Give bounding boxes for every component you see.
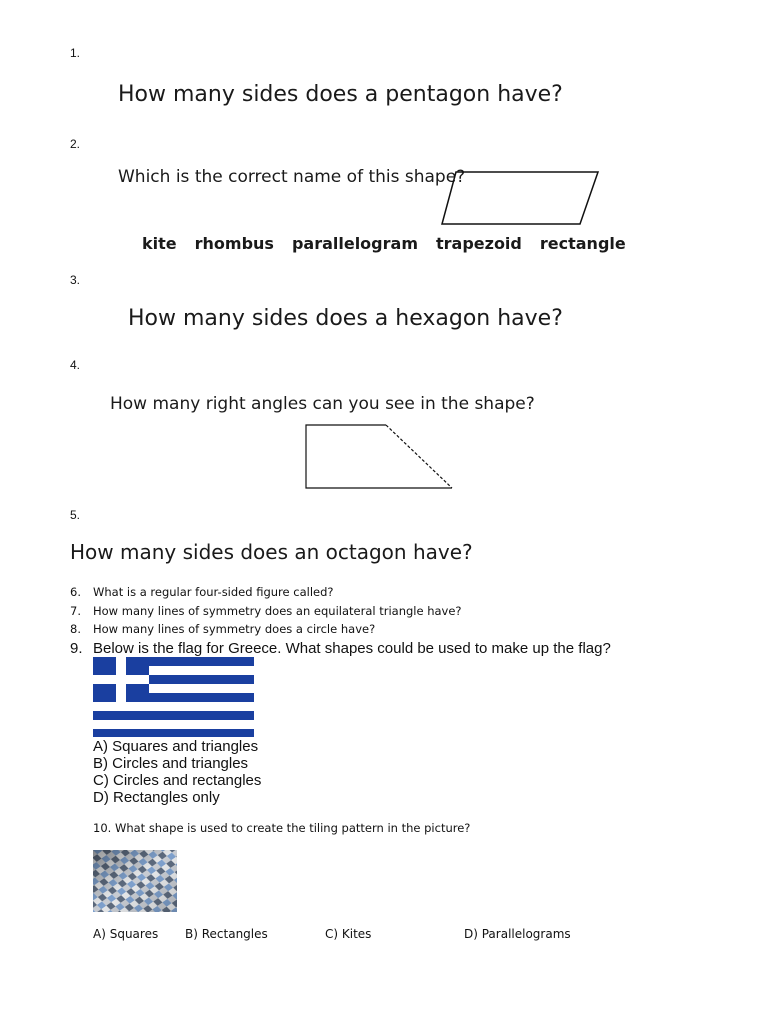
question-7-text: How many lines of symmetry does an equilateral triangle have? xyxy=(93,604,462,618)
question-3-text: How many sides does a hexagon have? xyxy=(128,306,563,331)
question-10-text: 10. What shape is used to create the tiling pattern in the picture? xyxy=(93,821,471,835)
question-5-number: 5. xyxy=(70,508,81,522)
question-1-text: How many sides does a pentagon have? xyxy=(118,82,563,107)
parallelogram-shape xyxy=(438,168,602,228)
question-6-text: What is a regular four-sided figure called? xyxy=(93,585,334,599)
question-8-number: 8. xyxy=(70,622,81,636)
question-4-number: 4. xyxy=(70,358,81,372)
q9-answer-b: B) Circles and triangles xyxy=(93,755,249,772)
question-2-number: 2. xyxy=(70,137,81,151)
q9-answer-a: A) Squares and triangles xyxy=(93,738,259,755)
question-9-text: Below is the flag for Greece. What shapes could be used to make up the flag? xyxy=(93,640,611,657)
q9-answers xyxy=(93,738,261,806)
q9-answer-c: C) Circles and rectangles xyxy=(93,772,262,789)
right-trapezoid-shape xyxy=(304,423,456,491)
greek-flag-image xyxy=(93,657,254,737)
question-6-number: 6. xyxy=(70,585,81,599)
option-rhombus: rhombus xyxy=(194,234,274,253)
question-4-text: How many right angles can you see in the shape? xyxy=(110,394,535,414)
q10-answer-d: D) Parallelograms xyxy=(464,927,571,941)
question-9-number: 9. xyxy=(70,640,83,657)
question-8-text: How many lines of symmetry does a circle have? xyxy=(93,622,376,636)
tiling-pattern-image xyxy=(93,850,177,912)
question-3-number: 3. xyxy=(70,273,81,287)
question-2-options xyxy=(142,234,644,253)
option-rectangle: rectangle xyxy=(539,234,626,253)
option-kite: kite xyxy=(142,234,177,253)
question-1-number: 1. xyxy=(70,46,81,60)
q10-answer-c: C) Kites xyxy=(325,927,372,941)
q9-answer-d: D) Rectangles only xyxy=(93,789,220,806)
q10-answer-b: B) Rectangles xyxy=(185,927,268,941)
option-trapezoid: trapezoid xyxy=(435,234,522,253)
question-2-text: Which is the correct name of this shape? xyxy=(118,167,466,187)
option-parallelogram: parallelogram xyxy=(291,234,418,253)
q10-answer-a: A) Squares xyxy=(93,927,159,941)
question-7-number: 7. xyxy=(70,604,81,618)
question-5-text: How many sides does an octagon have? xyxy=(70,540,473,564)
